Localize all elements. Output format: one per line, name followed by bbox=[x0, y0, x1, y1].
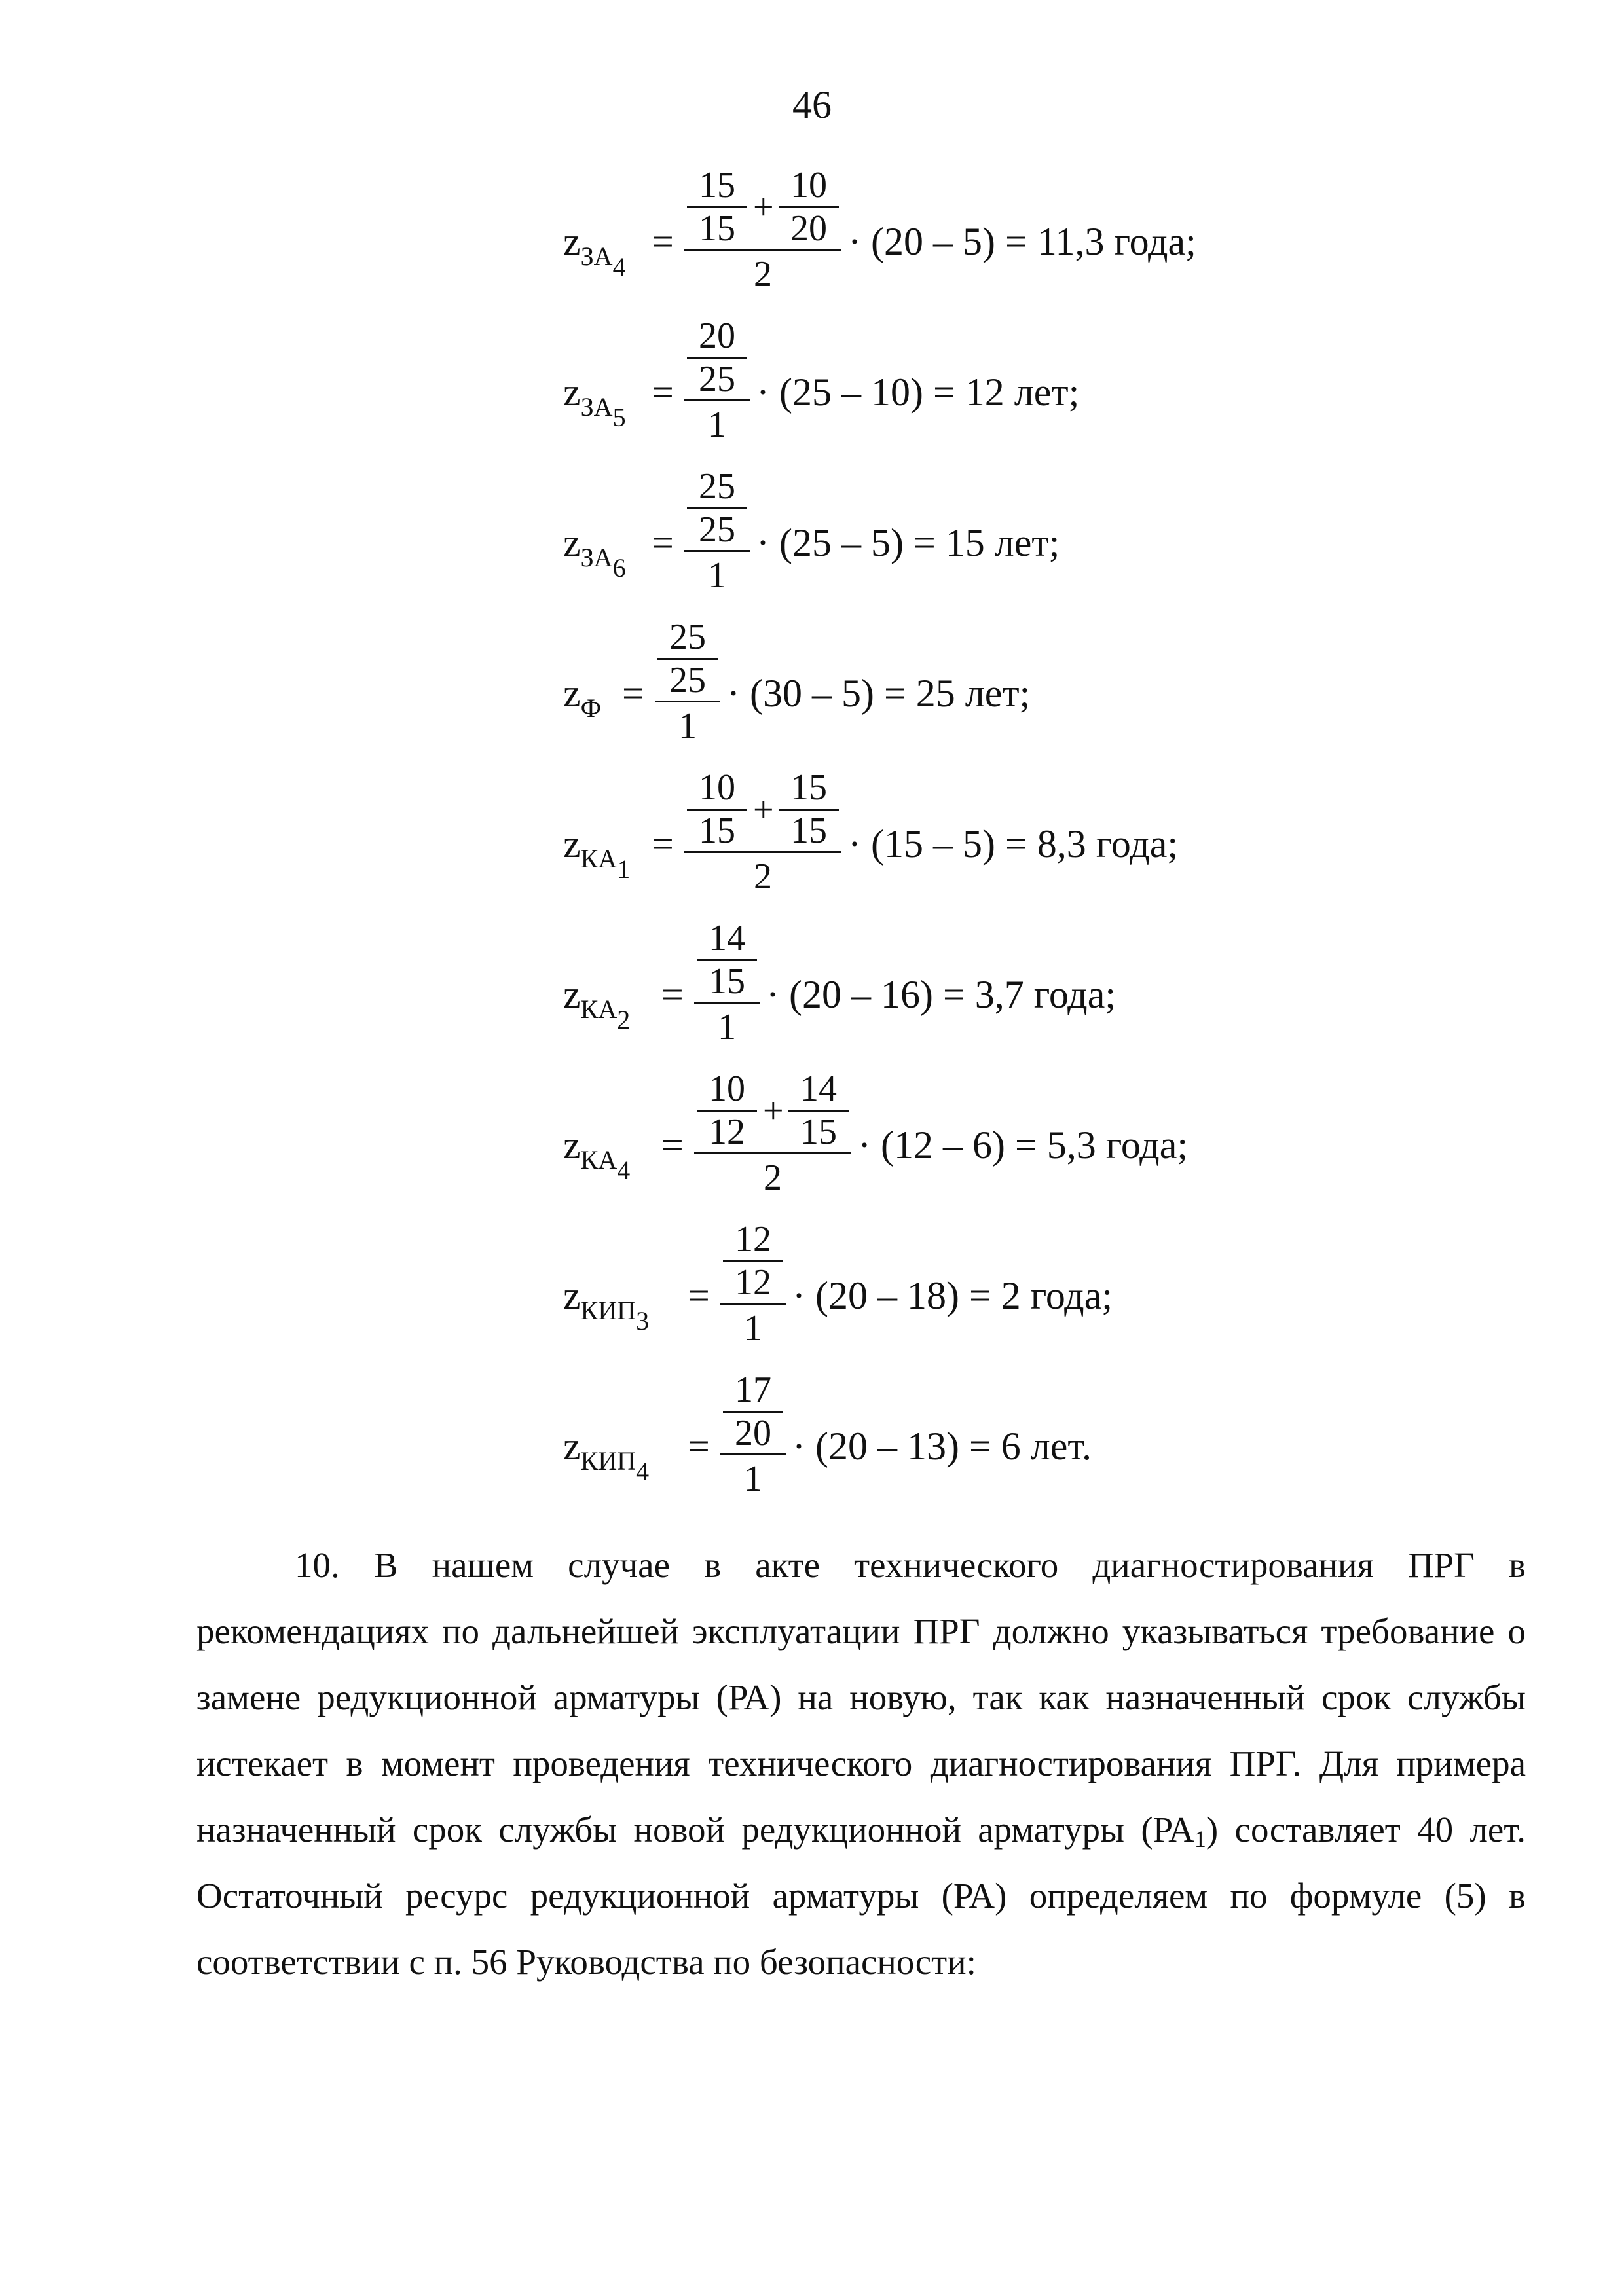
equation-rhs: · (20 – 13) = 6 лет. bbox=[792, 1425, 1092, 1468]
equation-ka4 bbox=[563, 1070, 1218, 1228]
equals-sign: = bbox=[652, 521, 674, 564]
fraction: 12 12 1 bbox=[720, 1221, 786, 1378]
equation-lhs: $z_{КА_1}$ bbox=[563, 822, 631, 884]
fraction: 20 25 1 bbox=[684, 318, 750, 475]
equation-rhs: · (25 – 5) = 15 лет; bbox=[756, 521, 1060, 564]
fraction: 15 15 + 10 20 2 bbox=[684, 167, 841, 324]
equals-sign: = bbox=[652, 220, 674, 263]
page-number: 46 bbox=[792, 83, 832, 126]
equation-lhs: $z_{ЗА_5}$ bbox=[563, 371, 626, 432]
equation-rhs: · (30 – 5) = 25 лет; bbox=[727, 672, 1031, 715]
equation-lhs: $z_{ЗА_4}$ bbox=[563, 220, 626, 282]
equation-ka2 bbox=[563, 920, 1218, 1077]
plus-sign: + bbox=[753, 187, 774, 228]
fraction: 10 12 + 14 15 2 bbox=[694, 1070, 851, 1228]
equation-lhs: $z_{КИП_3}$ bbox=[563, 1274, 650, 1336]
plus-sign: + bbox=[753, 790, 774, 830]
equals-sign: = bbox=[661, 973, 684, 1016]
equation-ka1 bbox=[563, 769, 1218, 926]
equation-rhs: · (20 – 18) = 2 года; bbox=[792, 1274, 1113, 1317]
fraction: 14 15 1 bbox=[694, 920, 760, 1077]
equation-kip4 bbox=[563, 1372, 1218, 1529]
equation-f bbox=[563, 619, 1218, 776]
equation-rhs: · (25 – 10) = 12 лет; bbox=[756, 371, 1080, 414]
fraction: 25 25 1 bbox=[655, 619, 720, 776]
equation-lhs: $z_{ЗА_6}$ bbox=[563, 521, 626, 583]
equation-lhs: $z_{КА_4}$ bbox=[563, 1123, 631, 1185]
equals-sign: = bbox=[661, 1123, 684, 1167]
equation-lhs: $z_Ф$ bbox=[563, 672, 602, 723]
body-paragraph: 10. В нашем случае в акте технического диагностирования ПРГ в рекомендациях по дальнейшей эксплуатации ПРГ должно указываться требование о замене редукционной арматуры (РА) на новую, так как назначенный срок службы истекает в момент проведения технического диагностирования ПРГ. Для примера назначенный срок службы новой редукционной арматуры $(РА_1)$ составляет 40 лет. Остаточный ресурс редукционной арматуры (РА) определяем по формуле (5) в соответствии с п. 56 Руководства по безопасности: bbox=[196, 1545, 1526, 1982]
equation-lhs: $z_{КА_2}$ bbox=[563, 973, 631, 1034]
equation-rhs: · (12 – 6) = 5,3 года; bbox=[858, 1123, 1188, 1167]
equation-lhs: $z_{КИП_4}$ bbox=[563, 1425, 650, 1486]
equation-za5 bbox=[563, 318, 1218, 475]
equation-rhs: · (20 – 5) = 11,3 года; bbox=[848, 220, 1196, 263]
equals-sign: = bbox=[652, 822, 674, 866]
equation-rhs: · (20 – 16) = 3,7 года; bbox=[766, 973, 1116, 1016]
fraction: 25 25 1 bbox=[684, 468, 750, 625]
equation-kip3 bbox=[563, 1221, 1218, 1378]
equals-sign: = bbox=[688, 1274, 710, 1317]
equation-za4 bbox=[563, 167, 1218, 324]
equation-rhs: · (15 – 5) = 8,3 года; bbox=[848, 822, 1178, 866]
equals-sign: = bbox=[688, 1425, 710, 1468]
equals-sign: = bbox=[622, 672, 644, 715]
equals-sign: = bbox=[652, 371, 674, 414]
equation-za6 bbox=[563, 468, 1218, 625]
fraction: 10 15 + 15 15 2 bbox=[684, 769, 841, 926]
plus-sign: + bbox=[763, 1091, 784, 1131]
fraction: 17 20 1 bbox=[720, 1372, 786, 1529]
